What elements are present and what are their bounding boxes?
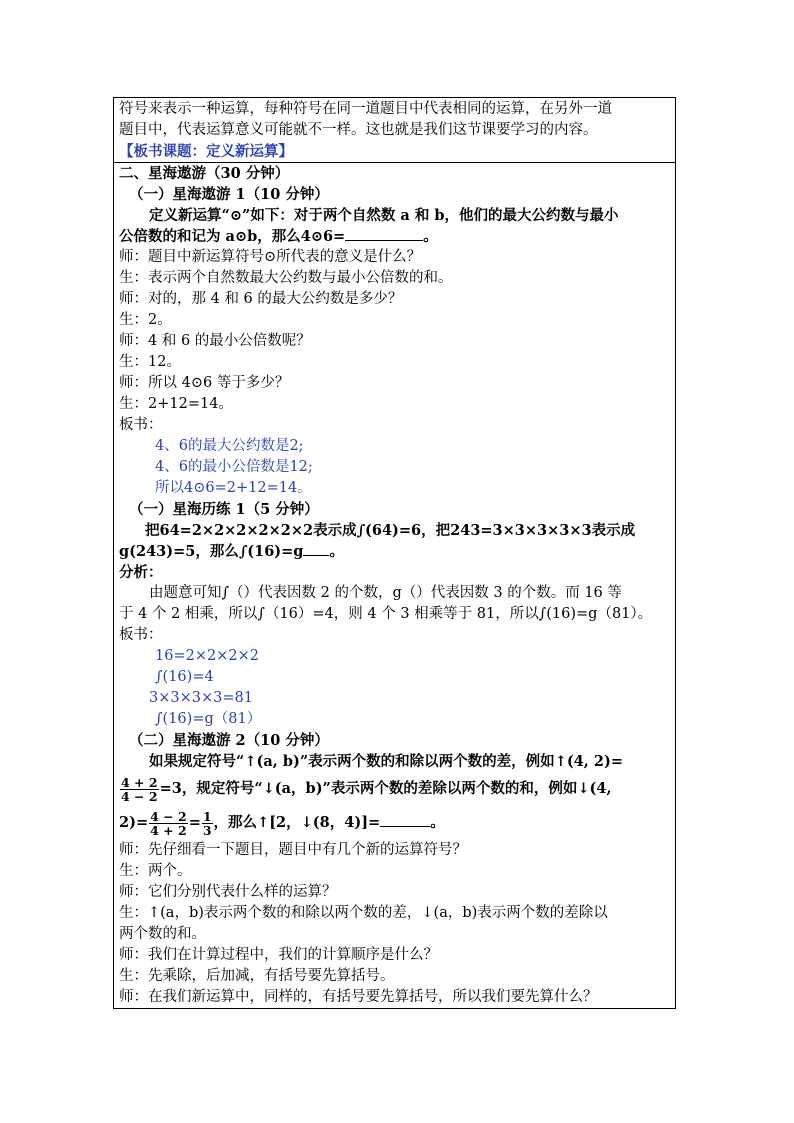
fraction <box>120 776 159 803</box>
intro-line-2: 题目中，代表运算意义可能就不一样。这也就是我们这节课要学习的内容。 <box>119 122 598 138</box>
answer-blank <box>345 226 423 241</box>
sub2-problem-text: =3，规定符号“↓(a，b)”表示两个数的差除以两个数的和，例如↓(4, <box>159 780 612 797</box>
sub1-problem-text: 公倍数的和记为 a⊙b，那么4⊙6= <box>119 228 346 245</box>
section-heading: 二、星海遨游（30 分钟） <box>119 165 290 182</box>
board-line: ∫(16)=g（81） <box>155 711 262 727</box>
fraction-denominator: 3 <box>202 822 212 838</box>
dialogue-line: 师：先仔细看一下题目，题目中有几个新的运算符号？ <box>119 842 467 858</box>
fraction <box>202 810 213 837</box>
dialogue-line: 师：4 和 6 的最小公倍数呢？ <box>119 333 311 349</box>
board-label: 板书： <box>119 417 163 433</box>
dialogue-line: 生：先乘除，后加减，有括号要先算括号。 <box>119 968 395 984</box>
practice1-heading: （一）星海历练 1（5 分钟） <box>129 501 319 518</box>
dialogue-line: 师：我们在计算过程中，我们的计算顺序是什么？ <box>119 947 438 963</box>
practice1-problem-line-1: 把64=2×2×2×2×2×2表示成∫(64)=6，把243=3×3×3×3×3表示成 <box>145 522 636 539</box>
board-line: 4、6的最大公约数是2; <box>155 438 304 454</box>
intro-cell <box>114 98 675 163</box>
fraction-denominator: 4 + 2 <box>150 822 187 838</box>
dialogue-line: 师：题目中新运算符号⊙所代表的意义是什么？ <box>119 249 422 265</box>
dialogue-line: 两个数的和。 <box>119 926 206 942</box>
board-title: 【板书课题：定义新运算】 <box>119 143 293 160</box>
answer-blank <box>303 541 329 556</box>
sub2-problem-line-3: 2)= $\frac{4 - 2}{4 + 2}$ = $\frac{1}{3}$ ，那么↑[2，↓(8，4)]= 。 <box>119 808 445 838</box>
fraction <box>149 810 188 837</box>
analysis-label: 分析： <box>119 564 163 581</box>
board-line: 3×3×3×3=81 <box>149 690 253 706</box>
practice1-problem-text: g(243)=5，那么∫(16)=g <box>119 543 304 560</box>
main-cell <box>114 163 675 1008</box>
dialogue-line: 生：2。 <box>119 312 172 328</box>
board-line: 所以4⊙6=2+12=14。 <box>155 480 312 496</box>
sub2-problem-line-1: 如果规定符号“↑(a, b)”表示两个数的和除以两个数的差，例如↑(4, 2)= <box>149 753 623 770</box>
board-label: 板书： <box>119 627 163 643</box>
sub2-problem-end: 。 <box>430 814 445 831</box>
dialogue-line: 生：两个。 <box>119 863 192 879</box>
dialogue-line: 师：它们分别代表什么样的运算？ <box>119 884 337 900</box>
board-line: ∫(16)=4 <box>155 669 214 685</box>
sub1-heading: （一）星海遨游 1（10 分钟） <box>129 186 329 203</box>
answer-blank <box>380 812 430 827</box>
board-line: 16=2×2×2×2 <box>155 648 259 664</box>
analysis-line-2: 于 4 个 2 相乘，所以∫（16）=4，则 4 个 3 相乘等于 81，所以∫(16)=g（81）。 <box>119 606 653 622</box>
practice1-problem-end: 。 <box>329 543 344 560</box>
dialogue-line: 生：2+12=14。 <box>119 396 233 412</box>
practice1-problem-line-2 <box>119 541 670 562</box>
lesson-table <box>113 97 676 1009</box>
board-line: 4、6的最小公倍数是12; <box>155 459 313 475</box>
dialogue-line: 生：12。 <box>119 354 181 370</box>
fraction-numerator: 4 + 2 <box>121 774 158 790</box>
dialogue-line: 师：在我们新运算中，同样的，有括号要先算括号，所以我们要先算什么？ <box>119 989 598 1005</box>
analysis-line-1: 由题意可知∫（）代表因数 2 的个数，g（）代表因数 3 的个数。而 16 等 <box>149 585 622 601</box>
sub1-problem-line-1: 定义新运算“⊙”如下：对于两个自然数 a 和 b，他们的最大公约数与最小 <box>149 207 619 224</box>
sub2-problem-text: 2)= <box>119 814 149 831</box>
sub2-problem-line-2 <box>119 772 670 806</box>
fraction-numerator: 4 − 2 <box>150 808 187 824</box>
dialogue-line: 师：所以 4⊙6 等于多少？ <box>119 375 290 391</box>
dialogue-line: 师：对的，那 4 和 6 的最大公约数是多少？ <box>119 291 403 307</box>
sub1-problem-end: 。 <box>423 228 438 245</box>
dialogue-line: 生：↑(a，b)表示两个数的和除以两个数的差，↓(a，b)表示两个数的差除以 <box>119 905 608 921</box>
fraction-denominator: 4 − 2 <box>121 788 158 804</box>
sub1-problem-line-2 <box>119 226 670 247</box>
dialogue-line: 生：表示两个自然数最大公约数与最小公倍数的和。 <box>119 270 453 286</box>
sub2-heading: （二）星海遨游 2（10 分钟） <box>129 732 329 749</box>
intro-line-1: 符号来表示一种运算，每种符号在同一道题目中代表相同的运算，在另外一道 <box>119 101 612 117</box>
sub2-problem-text: ，那么↑[2，↓(8，4)]= <box>213 814 381 831</box>
fraction-numerator: 1 <box>202 808 212 824</box>
